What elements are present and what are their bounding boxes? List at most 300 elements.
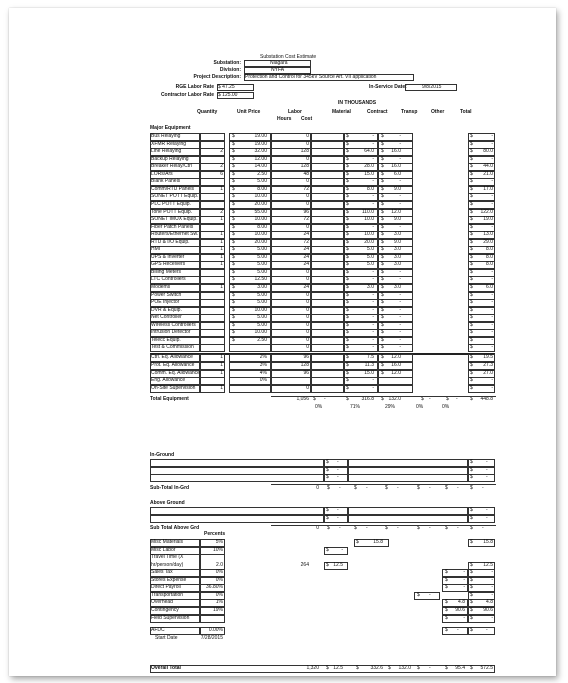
- dollar-sign: $: [232, 231, 235, 238]
- percent-material: 15.8: [373, 539, 383, 545]
- row-material: 8.0: [367, 185, 374, 192]
- dollar-sign: $: [381, 306, 384, 313]
- row-quantity: 1: [220, 354, 223, 361]
- row-total: 21.0: [483, 170, 493, 177]
- dollar-sign: $: [470, 170, 473, 177]
- row-name: Intrusion Detector: [151, 329, 191, 336]
- dollar-sign: $: [346, 246, 349, 253]
- dollar-sign: $: [232, 185, 235, 192]
- row-unit-price: 5.00: [257, 253, 267, 260]
- dollar-sign: $: [232, 314, 235, 321]
- transp-header: Transp: [401, 109, 418, 115]
- row-contract: -: [399, 306, 401, 313]
- dollar-sign: $: [381, 246, 384, 253]
- row-hours: 0: [306, 276, 309, 283]
- dollar-sign: $: [346, 238, 349, 245]
- dollar-sign: $: [346, 306, 349, 313]
- dollar-sign: $: [445, 484, 448, 491]
- dollar-sign: $: [470, 459, 473, 465]
- dash: -: [486, 514, 488, 521]
- rge-rate-value: $ 47.25: [218, 84, 235, 90]
- row-unit-price: 5.00: [257, 321, 267, 328]
- dash: -: [457, 627, 459, 634]
- dollar-sign: $: [417, 484, 420, 491]
- dollar-sign: $: [232, 336, 235, 343]
- total-equipment-material: 316.8: [361, 396, 374, 403]
- dollar-sign: $: [445, 576, 448, 583]
- dollar-sign: $: [381, 208, 384, 215]
- percent-row-name: Travel Time (X: [151, 554, 184, 561]
- total-equipment-transp: -: [429, 396, 431, 403]
- row-unit-price: 55.00: [254, 208, 267, 215]
- substation-value: Niagara: [270, 60, 288, 66]
- row-material: 28.0: [364, 163, 374, 170]
- row-hours: 0: [306, 193, 309, 200]
- row-hours: 0: [306, 155, 309, 162]
- dollar-sign: $: [327, 484, 330, 491]
- dollar-sign: $: [381, 231, 384, 238]
- total-equipment-total: 448.8: [480, 396, 493, 403]
- row-total: 27.3: [483, 362, 493, 368]
- total-equipment-contract: 132.0: [388, 396, 401, 403]
- dollar-sign: $: [381, 170, 384, 177]
- row-name: POE Injector: [151, 299, 180, 306]
- dollar-sign: $: [381, 369, 384, 376]
- dollar-sign: $: [381, 314, 384, 321]
- row-hours: 72: [303, 238, 309, 245]
- dollar-sign: $: [356, 539, 359, 545]
- row-unit-price: 5.00: [257, 246, 267, 253]
- dollar-sign: $: [445, 599, 448, 606]
- row-total: 44.0: [483, 163, 493, 170]
- row-name: XFMR Relaying: [151, 140, 187, 147]
- row-quantity: 1: [220, 238, 223, 245]
- percent-value: 5%: [215, 539, 223, 545]
- dollar-sign: $: [421, 396, 424, 403]
- row-unit-price: 2.50: [257, 336, 267, 343]
- row-material: 11.3: [364, 362, 374, 368]
- row-name: Test & Commission: [151, 344, 194, 351]
- row-quantity: 1: [220, 253, 223, 260]
- row-total: 8.0: [486, 261, 493, 268]
- row-unit-price: 5.00: [257, 178, 267, 185]
- dollar-sign: $: [356, 665, 359, 671]
- row-hours: 0: [306, 321, 309, 328]
- row-material: -: [372, 299, 374, 306]
- row-total: -: [491, 321, 493, 328]
- row-total: 27.0: [483, 369, 493, 376]
- row-unit-price: 5.00: [257, 299, 267, 306]
- dollar-sign: $: [446, 396, 449, 403]
- row-unit-price: 5.00: [257, 268, 267, 275]
- row-total: -: [491, 299, 493, 306]
- percent-row-name: Transportation: [151, 591, 184, 598]
- afdc-value: 0.00%: [208, 627, 223, 634]
- substation-label: Substation:: [213, 60, 241, 66]
- row-material: -: [372, 193, 374, 200]
- dollar-sign: $: [346, 178, 349, 185]
- dollar-sign: $: [232, 329, 235, 336]
- dollar-sign: $: [381, 321, 384, 328]
- row-material: 5.0: [367, 246, 374, 253]
- dollar-sign: $: [326, 546, 329, 553]
- row-name: Line Relaying: [151, 148, 182, 155]
- row-unit-price: 19.00: [254, 133, 267, 139]
- row-unit-price: 5.00: [257, 261, 267, 268]
- row-unit-price: 10.00: [254, 231, 267, 238]
- row-name: Modems: [151, 284, 171, 290]
- dollar-sign: $: [346, 321, 349, 328]
- dollar-sign: $: [470, 396, 473, 403]
- percent-row-name: Contingency: [151, 606, 179, 613]
- row-hours: 0: [306, 268, 309, 275]
- dash: -: [337, 474, 339, 481]
- dollar-sign: $: [470, 665, 473, 671]
- dollar-sign: $: [470, 291, 473, 298]
- percent-other: -: [463, 569, 465, 576]
- other-header: Other: [431, 109, 445, 115]
- row-quantity: 2: [220, 163, 223, 170]
- dollar-sign: $: [470, 507, 473, 513]
- dollar-sign: $: [346, 291, 349, 298]
- row-quantity: 1: [220, 246, 223, 253]
- dollar-sign: $: [381, 193, 384, 200]
- dollar-sign: $: [381, 261, 384, 268]
- row-unit-price: 10.00: [254, 306, 267, 313]
- dollar-sign: $: [470, 354, 473, 361]
- row-total: -: [491, 377, 493, 384]
- dollar-sign: $: [232, 208, 235, 215]
- dollar-sign: $: [232, 170, 235, 177]
- percent-row-name: Overhead: [151, 599, 173, 606]
- row-total: -: [491, 336, 493, 343]
- pct-other: 0%: [442, 403, 450, 410]
- row-name: On-Site Supervision: [151, 384, 196, 391]
- dash: -: [397, 484, 399, 491]
- row-hours: 0: [306, 223, 309, 230]
- row-contract: 16.0: [391, 148, 401, 155]
- row-contract: -: [399, 314, 401, 321]
- dollar-sign: $: [445, 584, 448, 591]
- row-hours: 24: [303, 246, 309, 253]
- sheet-title: Substation Cost Estimate: [260, 54, 317, 60]
- dollar-sign: $: [313, 396, 316, 403]
- row-hours: 96: [303, 208, 309, 215]
- row-material: -: [372, 200, 374, 207]
- row-total: 19.0: [483, 216, 493, 223]
- dollar-sign: $: [326, 665, 329, 671]
- row-material: 64.0: [364, 148, 374, 155]
- overall-total-row: [150, 665, 495, 673]
- row-name: Tone POTT Equip.: [151, 208, 193, 215]
- row-name: Comm. Eq. Allowance: [151, 369, 200, 376]
- row-total: 6.0: [486, 284, 493, 290]
- dash: -: [429, 665, 431, 671]
- dollar-sign: $: [470, 384, 473, 391]
- row-hours: 0: [306, 306, 309, 313]
- dollar-sign: $: [346, 384, 349, 391]
- dollar-sign: $: [417, 591, 420, 598]
- row-hours: 96: [303, 369, 309, 376]
- dollar-sign: $: [354, 484, 357, 491]
- percent-value: 36.80%: [206, 584, 223, 591]
- dollar-sign: $: [232, 155, 235, 162]
- percent-value-cell: [200, 615, 225, 623]
- contractor-rate-label: Contractor Labor Rate: [160, 92, 214, 98]
- dollar-sign: $: [381, 299, 384, 306]
- dollar-sign: $: [346, 261, 349, 268]
- row-hours: 0: [306, 384, 309, 391]
- row-contract: 12.0: [391, 369, 401, 376]
- major-equipment-label: Major Equipment: [150, 125, 191, 131]
- row-hours: 0: [306, 329, 309, 336]
- above-ground-empty-cell: [150, 515, 324, 523]
- dollar-sign: $: [470, 561, 473, 568]
- dollar-sign: $: [417, 665, 420, 671]
- row-name: Bus Relaying: [151, 133, 181, 139]
- percent-other: 4.8: [458, 599, 465, 606]
- dollar-sign: $: [470, 216, 473, 223]
- dollar-sign: $: [346, 396, 349, 403]
- row-material: 3.0: [367, 284, 374, 290]
- row-material: -: [372, 276, 374, 283]
- row-contract: -: [399, 140, 401, 147]
- unit-price-cell: [229, 385, 271, 393]
- dash: -: [397, 525, 399, 532]
- dollar-sign: $: [381, 133, 384, 139]
- dash: -: [457, 525, 459, 532]
- row-contract: 3.0: [394, 246, 401, 253]
- dash: -: [366, 525, 368, 532]
- row-name: Net Controller: [151, 314, 182, 321]
- dollar-sign: $: [385, 525, 388, 532]
- dollar-sign: $: [346, 329, 349, 336]
- dollar-sign: $: [470, 200, 473, 207]
- row-unit-price: 3.00: [257, 284, 267, 290]
- percent-total: -: [491, 569, 493, 576]
- row-unit-price: 5.00: [257, 314, 267, 321]
- row-contract: -: [399, 276, 401, 283]
- row-hours: 0: [306, 133, 309, 139]
- dollar-sign: $: [445, 627, 448, 634]
- row-material: -: [372, 384, 374, 391]
- row-name: RTU & I/O Equip.: [151, 238, 190, 245]
- dollar-sign: $: [470, 253, 473, 260]
- dollar-sign: $: [346, 377, 349, 384]
- dollar-sign: $: [470, 284, 473, 290]
- row-total: -: [491, 314, 493, 321]
- row-hours: 24: [303, 261, 309, 268]
- dash: -: [337, 466, 339, 473]
- row-contract: 12.0: [391, 208, 401, 215]
- overall-hours: 1,320: [306, 665, 319, 671]
- dollar-sign: $: [346, 354, 349, 361]
- dollar-sign: $: [470, 525, 473, 532]
- row-hours: 128: [300, 148, 309, 155]
- unit-price-header: Unit Price: [237, 109, 261, 115]
- row-name: LTC Controllers: [151, 276, 186, 283]
- dollar-sign: $: [326, 514, 329, 521]
- dollar-sign: $: [470, 336, 473, 343]
- row-name: DVR & Equip.: [151, 306, 182, 313]
- dollar-sign: $: [346, 148, 349, 155]
- cost-header: Cost: [301, 116, 313, 122]
- dollar-sign: $: [381, 163, 384, 170]
- row-name: SONET IMUX Equip.: [151, 216, 198, 223]
- dollar-sign: $: [381, 216, 384, 223]
- dash: -: [486, 459, 488, 465]
- dollar-sign: $: [346, 170, 349, 177]
- total-equipment-label: Total Equipment: [150, 396, 189, 403]
- row-unit-price: 10.00: [254, 329, 267, 336]
- dollar-sign: $: [381, 336, 384, 343]
- rge-rate-label: RGE Labor Rate: [175, 84, 214, 90]
- row-hours: 0: [306, 344, 309, 351]
- percent-row-name: Misc Materials: [151, 539, 183, 545]
- row-hours: 72: [303, 185, 309, 192]
- in-ground-hours: 0: [316, 484, 319, 491]
- dollar-sign: $: [346, 133, 349, 139]
- dollar-sign: $: [381, 148, 384, 155]
- percent-value: 10%: [212, 546, 223, 553]
- row-total: 8.0: [486, 246, 493, 253]
- percent-other: -: [463, 584, 465, 591]
- dollar-sign: $: [381, 284, 384, 290]
- percent-row-name: Stores Expense: [151, 576, 187, 583]
- row-quantity: 1: [220, 369, 223, 376]
- dollar-sign: $: [346, 200, 349, 207]
- percent-cost: 12.5: [333, 561, 343, 568]
- row-name: HMI: [151, 246, 161, 253]
- dollar-sign: $: [232, 306, 235, 313]
- row-total: 8.0: [486, 253, 493, 260]
- row-contract: -: [399, 336, 401, 343]
- row-name: Ctrl. Eq. Allowance: [151, 354, 193, 361]
- total-header: Total: [460, 109, 472, 115]
- row-unit-price: 12.50: [254, 276, 267, 283]
- row-name: Blank Panels: [151, 178, 181, 185]
- row-total: -: [491, 200, 493, 207]
- afdc-label: AFDC: [151, 627, 165, 634]
- row-contract: 3.0: [394, 231, 401, 238]
- in-ground-mid-cell: [348, 474, 468, 482]
- row-unit-price: 2.50: [257, 170, 267, 177]
- hours-cell: [271, 385, 311, 393]
- row-material: -: [372, 223, 374, 230]
- dollar-sign: $: [385, 484, 388, 491]
- estimate-sheet: [9, 8, 556, 676]
- row-hours: 0: [306, 314, 309, 321]
- row-total: 13.0: [483, 231, 493, 238]
- project-label: Project Description:: [193, 74, 241, 80]
- row-material: -: [372, 268, 374, 275]
- dollar-sign: $: [470, 362, 473, 368]
- in-ground-empty-cell: [150, 474, 324, 482]
- dollar-sign: $: [470, 576, 473, 583]
- percent-row-name-cont: hr/person/day): [151, 561, 184, 568]
- dollar-sign: $: [470, 599, 473, 606]
- dollar-sign: $: [232, 246, 235, 253]
- dollar-sign: $: [470, 140, 473, 147]
- row-quantity: 2: [220, 208, 223, 215]
- hours-cell: [271, 344, 311, 352]
- dollar-sign: $: [445, 606, 448, 613]
- dollar-sign: $: [381, 396, 384, 403]
- dollar-sign: $: [470, 466, 473, 473]
- row-unit-price: 5.00: [257, 291, 267, 298]
- dollar-sign: $: [470, 484, 473, 491]
- dollar-sign: $: [232, 148, 235, 155]
- percent-row-name: Sales Tax: [151, 569, 173, 576]
- cost-cell: [311, 344, 344, 352]
- row-hours: 0: [306, 178, 309, 185]
- percent-value: 0%: [215, 576, 223, 583]
- row-unit-price: 12.00: [254, 155, 267, 162]
- dash: -: [486, 466, 488, 473]
- row-contract: -: [399, 344, 401, 351]
- dollar-sign: $: [470, 268, 473, 275]
- row-total: 80.0: [483, 148, 493, 155]
- row-total: -: [491, 344, 493, 351]
- row-material: -: [372, 336, 374, 343]
- total-rule: [271, 396, 496, 397]
- dash: -: [429, 591, 431, 598]
- row-contract: -: [399, 133, 401, 139]
- percents-header: Percents: [204, 531, 226, 537]
- row-contract: 9.0: [394, 216, 401, 223]
- dollar-sign: $: [470, 148, 473, 155]
- row-name: Backup Relaying: [151, 155, 189, 162]
- unit-price-cell: [229, 344, 271, 352]
- dollar-sign: $: [346, 362, 349, 368]
- dollar-sign: $: [381, 362, 384, 368]
- row-material: 5.0: [367, 261, 374, 268]
- dollar-sign: $: [232, 261, 235, 268]
- percent-row-name: Field Supervision: [151, 614, 190, 621]
- percent-row-name: Direct Payroll: [151, 584, 181, 591]
- row-unit-price: 10.00: [254, 193, 267, 200]
- row-contract: 16.0: [391, 362, 401, 368]
- row-hours: 0: [306, 200, 309, 207]
- row-hours: 24: [303, 284, 309, 290]
- in-ground-subtotal-label: Sub-Total In-Grd: [150, 484, 190, 491]
- percent-other: -: [463, 614, 465, 621]
- row-name: UPS & Inverter: [151, 253, 185, 260]
- row-hours: 0: [306, 140, 309, 147]
- dollar-sign: $: [326, 474, 329, 481]
- dollar-sign: $: [346, 314, 349, 321]
- dollar-sign: $: [346, 336, 349, 343]
- row-total: 122.0: [480, 208, 493, 215]
- dollar-sign: $: [326, 466, 329, 473]
- row-percent: 3%: [259, 362, 267, 368]
- dollar-sign: $: [346, 163, 349, 170]
- row-total: -: [491, 291, 493, 298]
- in-thousands-header: IN THOUSANDS: [338, 100, 377, 106]
- dollar-sign: $: [445, 525, 448, 532]
- row-contract: -: [399, 268, 401, 275]
- dollar-sign: $: [346, 369, 349, 376]
- dollar-sign: $: [232, 178, 235, 185]
- contractor-rate-value: $ 125.00: [218, 92, 238, 98]
- row-hours: 24: [303, 231, 309, 238]
- dash: -: [486, 507, 488, 513]
- dollar-sign: $: [470, 231, 473, 238]
- material-header: Material: [332, 109, 351, 115]
- dollar-sign: $: [470, 163, 473, 170]
- dollar-sign: $: [470, 627, 473, 634]
- dollar-sign: $: [470, 344, 473, 351]
